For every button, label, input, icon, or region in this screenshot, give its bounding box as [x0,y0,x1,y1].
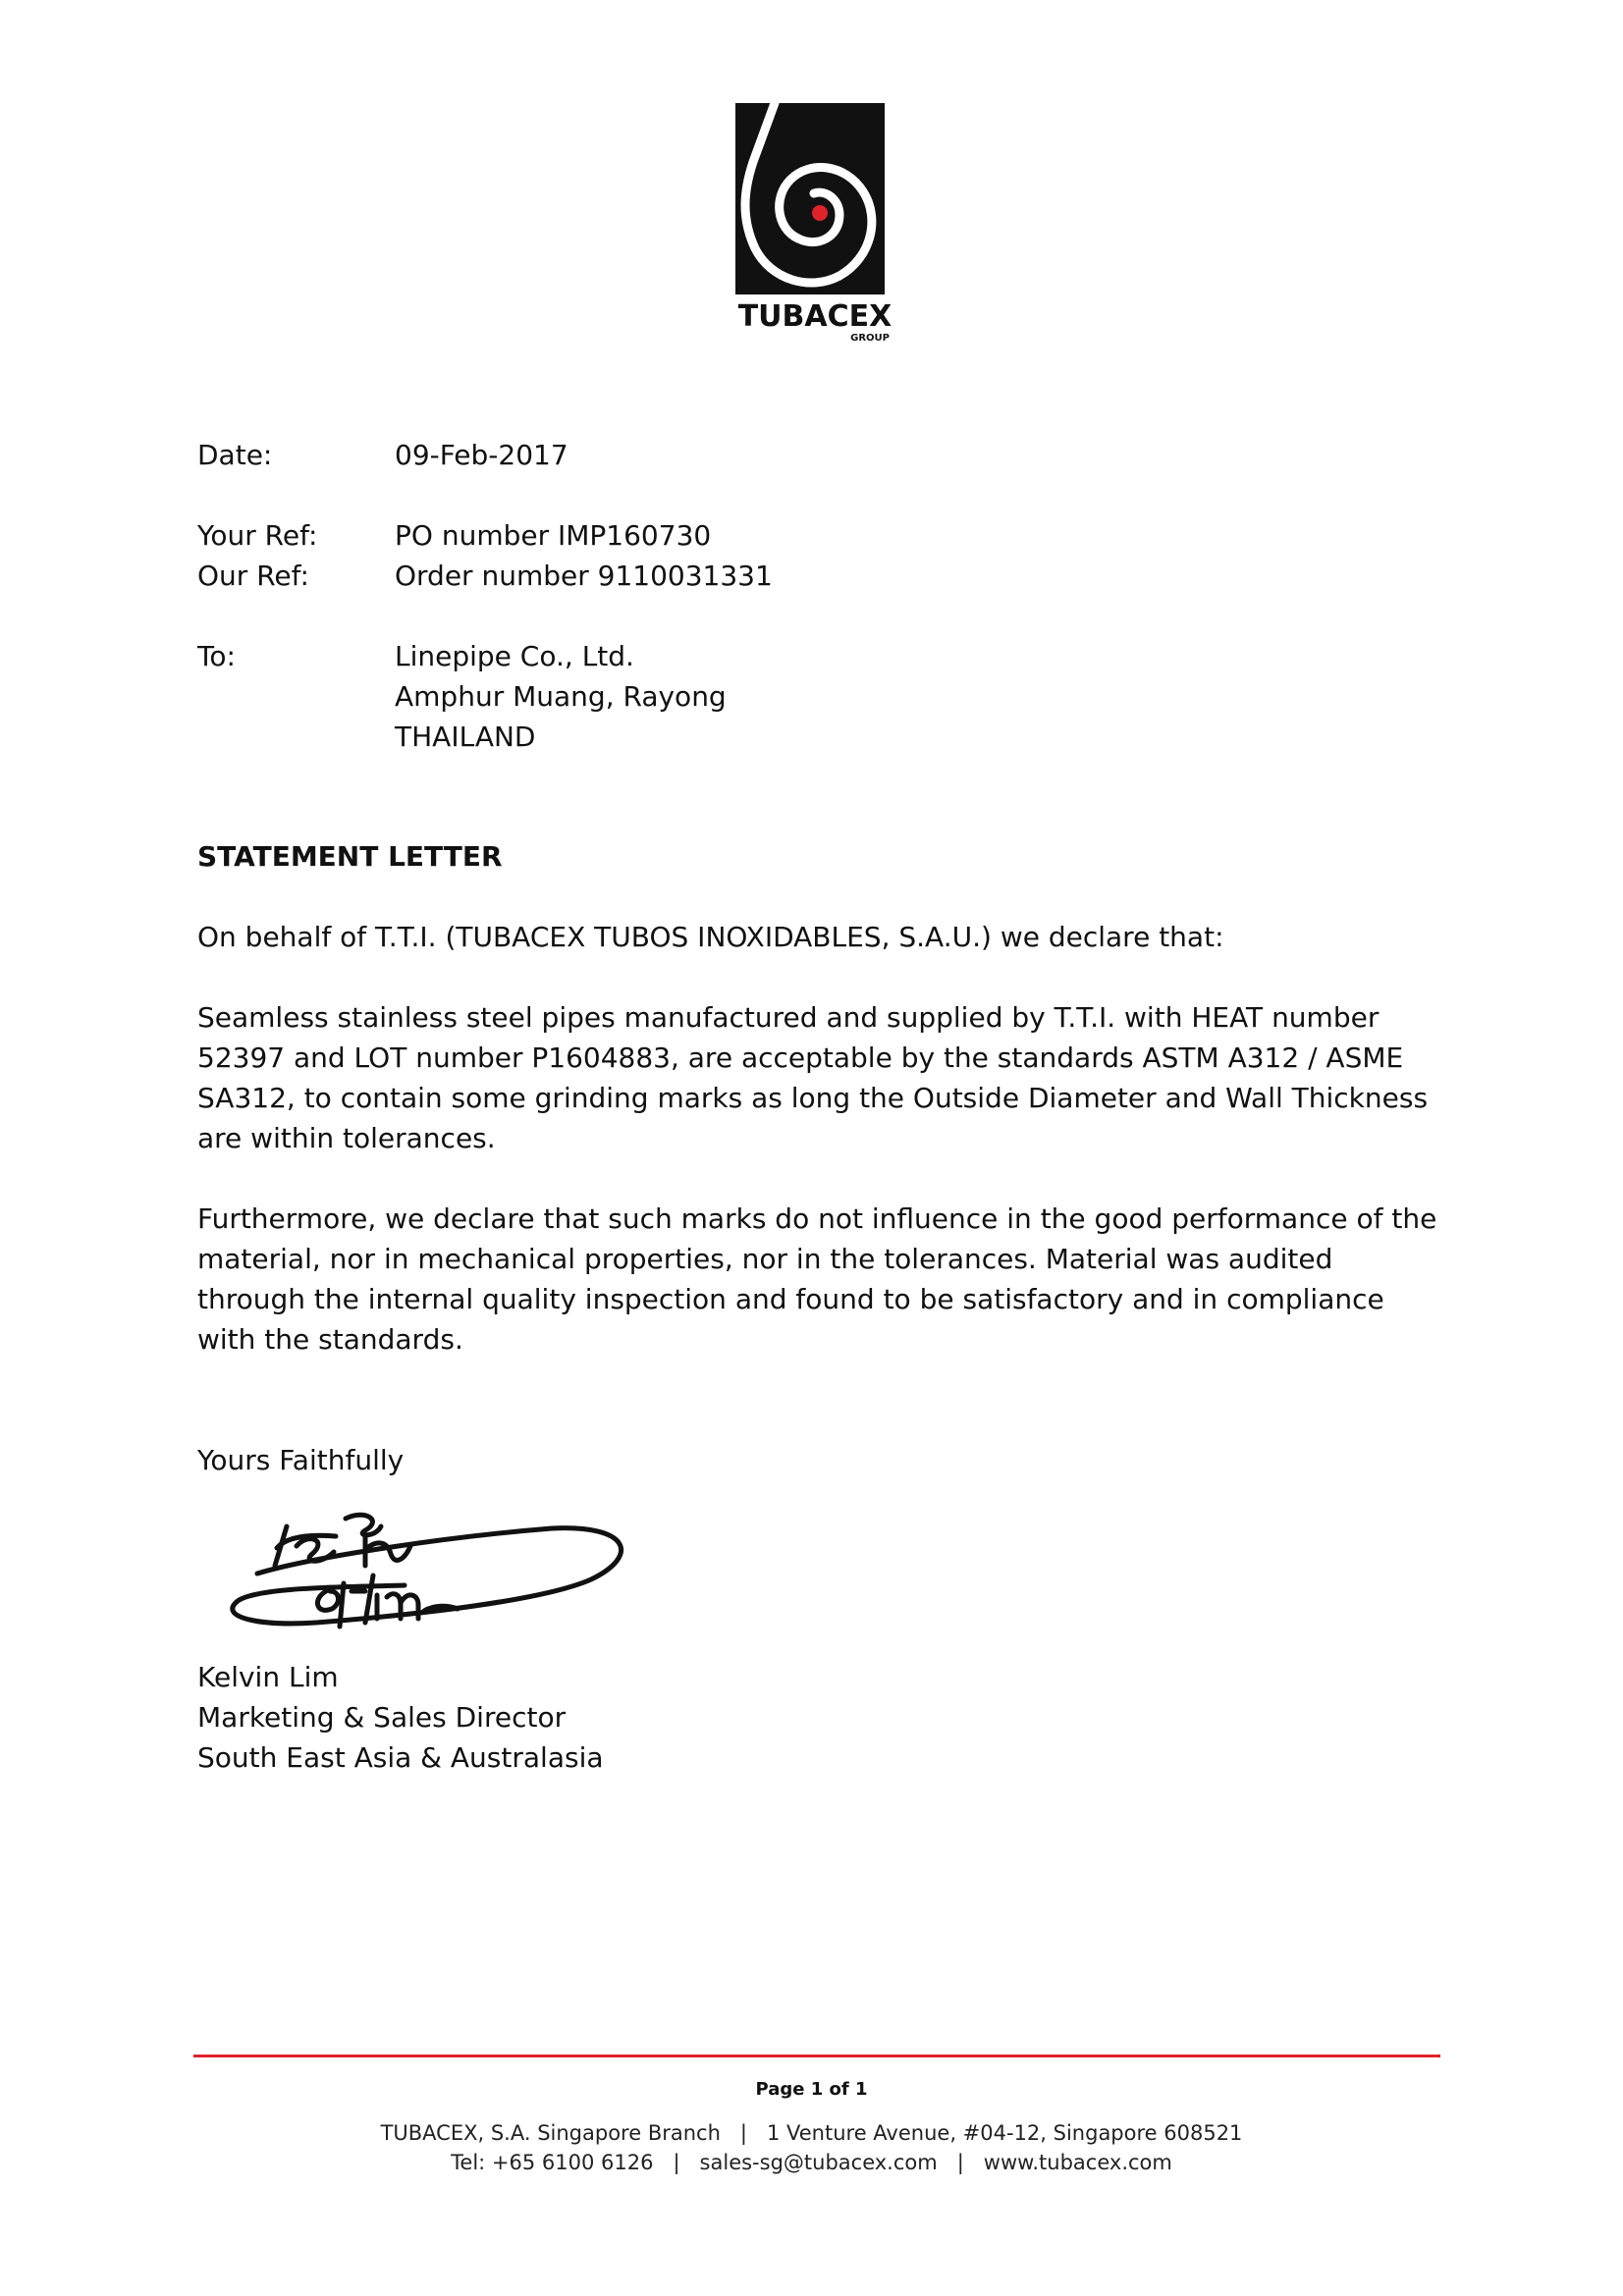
signatory-region: South East Asia & Australasia [197,1741,604,1774]
footer-address-line [0,2121,1623,2145]
recipient-line-3: THAILAND [395,721,536,753]
intro-text: On behalf of T.T.I. (TUBACEX TUBOS INOXIDABLES, S.A.U.) we declare that: [197,921,1224,953]
footer-address: 1 Venture Avenue, #04-12, Singapore 608521 [766,2121,1243,2145]
logo-subtitle: GROUP [850,333,890,344]
page-number: Page 1 of 1 [755,2079,868,2100]
footer-separator: | [956,2151,964,2174]
footer-website[interactable]: www.tubacex.com [983,2151,1172,2174]
our-ref-value: Order number 9110031331 [395,560,773,592]
to-label: To: [197,640,236,672]
our-ref-label: Our Ref: [197,560,309,592]
recipient-line-1: Linepipe Co., Ltd. [395,640,634,672]
handwritten-signature [218,1497,630,1644]
logo-wordmark: TUBACEX [737,299,893,334]
letter-heading: STATEMENT LETTER [197,840,503,873]
footer-divider [193,2055,1440,2057]
paragraph-2: Furthermore, we declare that such marks do not influence in the good performance of the material, nor in mechanical properties, nor in the tolerances. Material was audited through the internal quality inspection and found to be satisfactory and in compliance with the standards. [197,1202,1437,1356]
your-ref-value: PO number IMP160730 [395,519,712,552]
footer-contact-line [0,2151,1623,2174]
footer-separator: | [739,2121,747,2145]
footer-tel: Tel: +65 6100 6126 [451,2151,654,2174]
recipient-line-2: Amphur Muang, Rayong [395,680,727,713]
your-ref-label: Your Ref: [197,519,318,552]
signatory-name: Kelvin Lim [197,1661,339,1693]
date-value: 09-Feb-2017 [395,439,568,471]
footer-separator: | [673,2151,680,2174]
closing-text: Yours Faithfully [197,1444,405,1476]
paragraph-1: Seamless stainless steel pipes manufactured and supplied by T.T.I. with HEAT number 52397 and LOT number P1604883, are acceptable by the standards ASTM A312 / ASME SA312, to contain some grinding marks as long the Outside Diameter and Wall Thickness are within tolerances. [197,1001,1429,1154]
footer-company: TUBACEX, S.A. Singapore Branch [380,2121,721,2145]
footer-email[interactable]: sales-sg@tubacex.com [699,2151,938,2174]
signatory-title: Marketing & Sales Director [197,1701,567,1734]
date-label: Date: [197,439,273,471]
